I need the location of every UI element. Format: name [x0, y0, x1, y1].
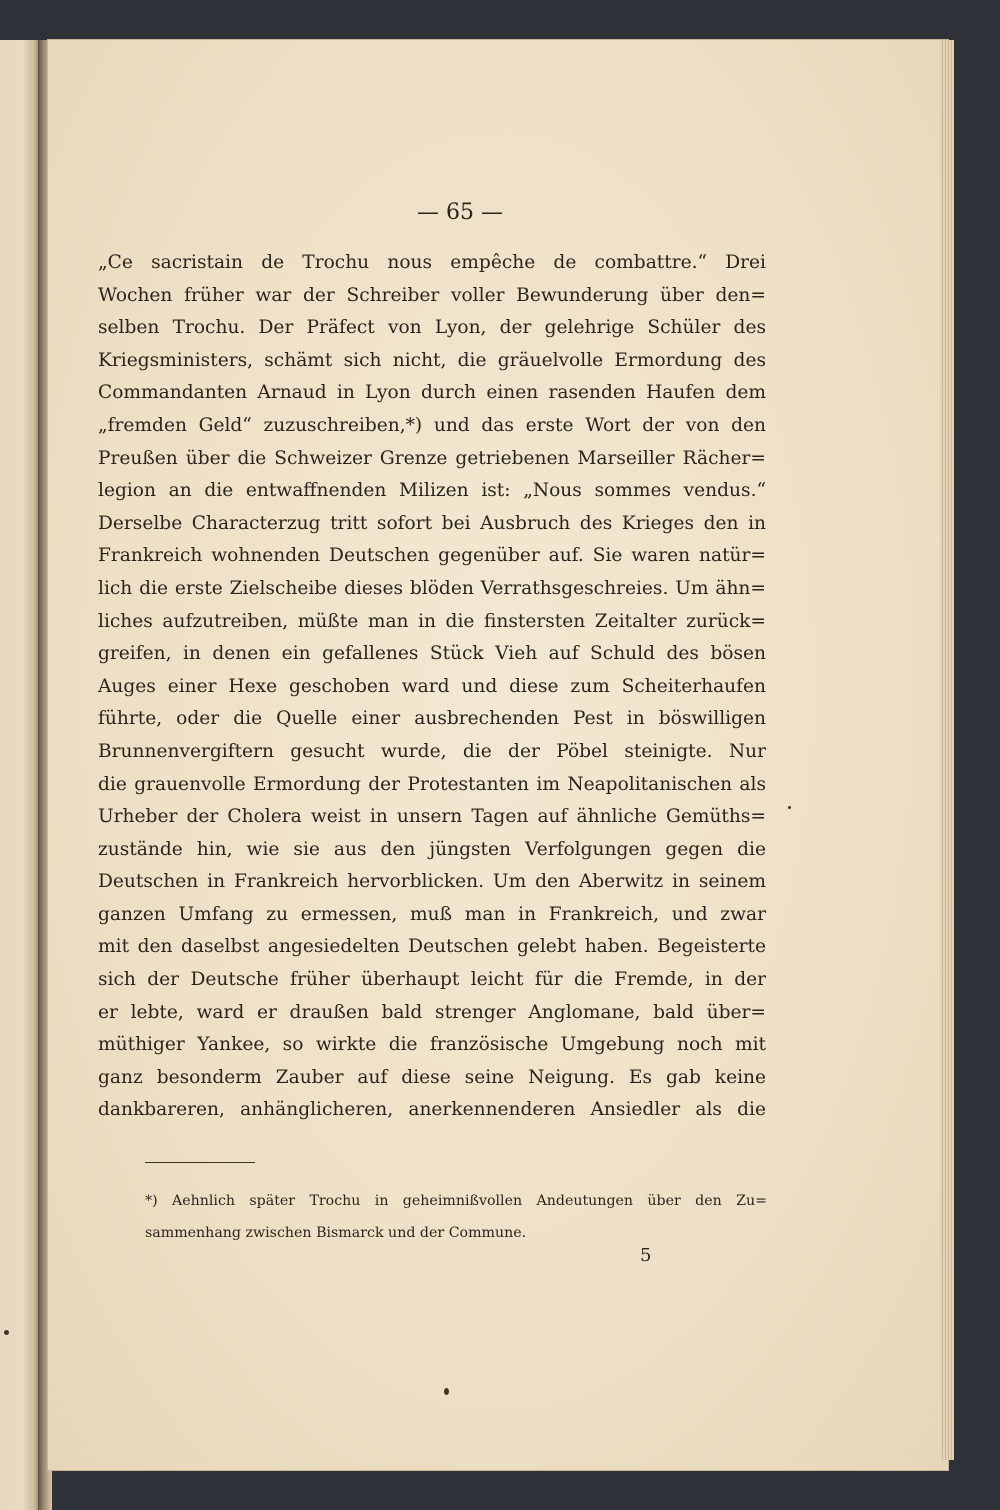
- text-line: „fremden Geld“ zuzuschreiben,*) und das erste Wort der von den: [98, 414, 766, 436]
- text-line: er lebte, ward er draußen bald strenger Anglomane, bald über=: [98, 1001, 766, 1023]
- text-line: müthiger Yankee, so wirkte die französische Umgebung noch mit: [98, 1034, 766, 1056]
- text-line: „Ce sacristain de Trochu nous empêche de combattre.“ Drei: [98, 252, 766, 273]
- paper-speck: [444, 1388, 449, 1395]
- text-line: führte, oder die Quelle einer ausbrechenden Pest in böswilligen: [98, 708, 766, 730]
- text-line: greifen, in denen ein gefallenes Stück Vieh auf Schuld des bösen: [98, 643, 766, 665]
- signature-mark: 5: [640, 1245, 652, 1266]
- text-line: Commandanten Arnaud in Lyon durch einen rasenden Haufen dem: [98, 382, 766, 404]
- text-line: Frankreich wohnenden Deutschen gegenüber auf. Sie waren natür=: [98, 545, 766, 567]
- text-line: Wochen früher war der Schreiber voller Bewunderung über den=: [98, 284, 766, 306]
- text-line: selben Trochu. Der Präfect von Lyon, der gelehrige Schüler des: [98, 317, 766, 339]
- text-line: Kriegsministers, schämt sich nicht, die gräuelvolle Ermordung des: [98, 349, 766, 371]
- footnote-line: sammenhang zwischen Bismarck und der Commune.: [145, 1225, 527, 1241]
- text-line: zustände hin, wie sie aus den jüngsten Verfolgungen gegen die: [98, 838, 766, 860]
- paper-speck: [788, 806, 791, 809]
- text-line: legion an die entwaffnenden Milizen ist: „Nous sommes vendus.“: [98, 480, 766, 502]
- text-line: Preußen über die Schweizer Grenze getriebenen Marseiller Rächer=: [98, 447, 766, 469]
- paper-speck: [4, 1330, 9, 1335]
- text-line: die grauenvolle Ermordung der Protestanten im Neapolitanischen als: [98, 773, 766, 795]
- text-line: ganz besonderm Zauber auf diese seine Neigung. Es gab keine: [98, 1066, 766, 1088]
- text-line: sich der Deutsche früher überhaupt leicht für die Fremde, in der: [98, 969, 766, 991]
- text-line: mit den daselbst angesiedelten Deutschen gelebt haben. Begeisterte: [98, 936, 766, 958]
- text-line: Auges einer Hexe geschoben ward und diese zum Scheiterhaufen: [98, 675, 766, 697]
- page-stack-edge: [940, 40, 954, 1460]
- text-line: dankbareren, anhänglicheren, anerkennenderen Ansiedler als die: [98, 1099, 766, 1121]
- text-line: Derselbe Characterzug tritt sofort bei Ausbruch des Krieges den in: [98, 512, 766, 534]
- text-line: Brunnenvergiftern gesucht wurde, die der Pöbel steinigte. Nur: [98, 740, 766, 762]
- footnote-line: *) Aehnlich später Trochu in geheimnißvollen Andeutungen über den Zu=: [145, 1193, 767, 1209]
- body-text: [98, 247, 766, 1127]
- left-page-edge: [0, 40, 40, 1510]
- text-line: Deutschen in Frankreich hervorblicken. Um den Aberwitz in seinem: [98, 871, 766, 893]
- footnote: [145, 1185, 767, 1249]
- text-line: lich die erste Zielscheibe dieses blöden Verrathsgeschreies. Um ähn=: [98, 577, 766, 599]
- text-line: ganzen Umfang zu ermessen, muß man in Frankreich, und zwar: [98, 903, 766, 925]
- text-line: liches aufzutreiben, müßte man in die finstersten Zeitalter zurück=: [98, 610, 766, 632]
- footnote-rule: [145, 1162, 255, 1163]
- page-number: — 65 —: [417, 200, 503, 225]
- text-line: Urheber der Cholera weist in unsern Tagen auf ähnliche Gemüths=: [98, 806, 766, 828]
